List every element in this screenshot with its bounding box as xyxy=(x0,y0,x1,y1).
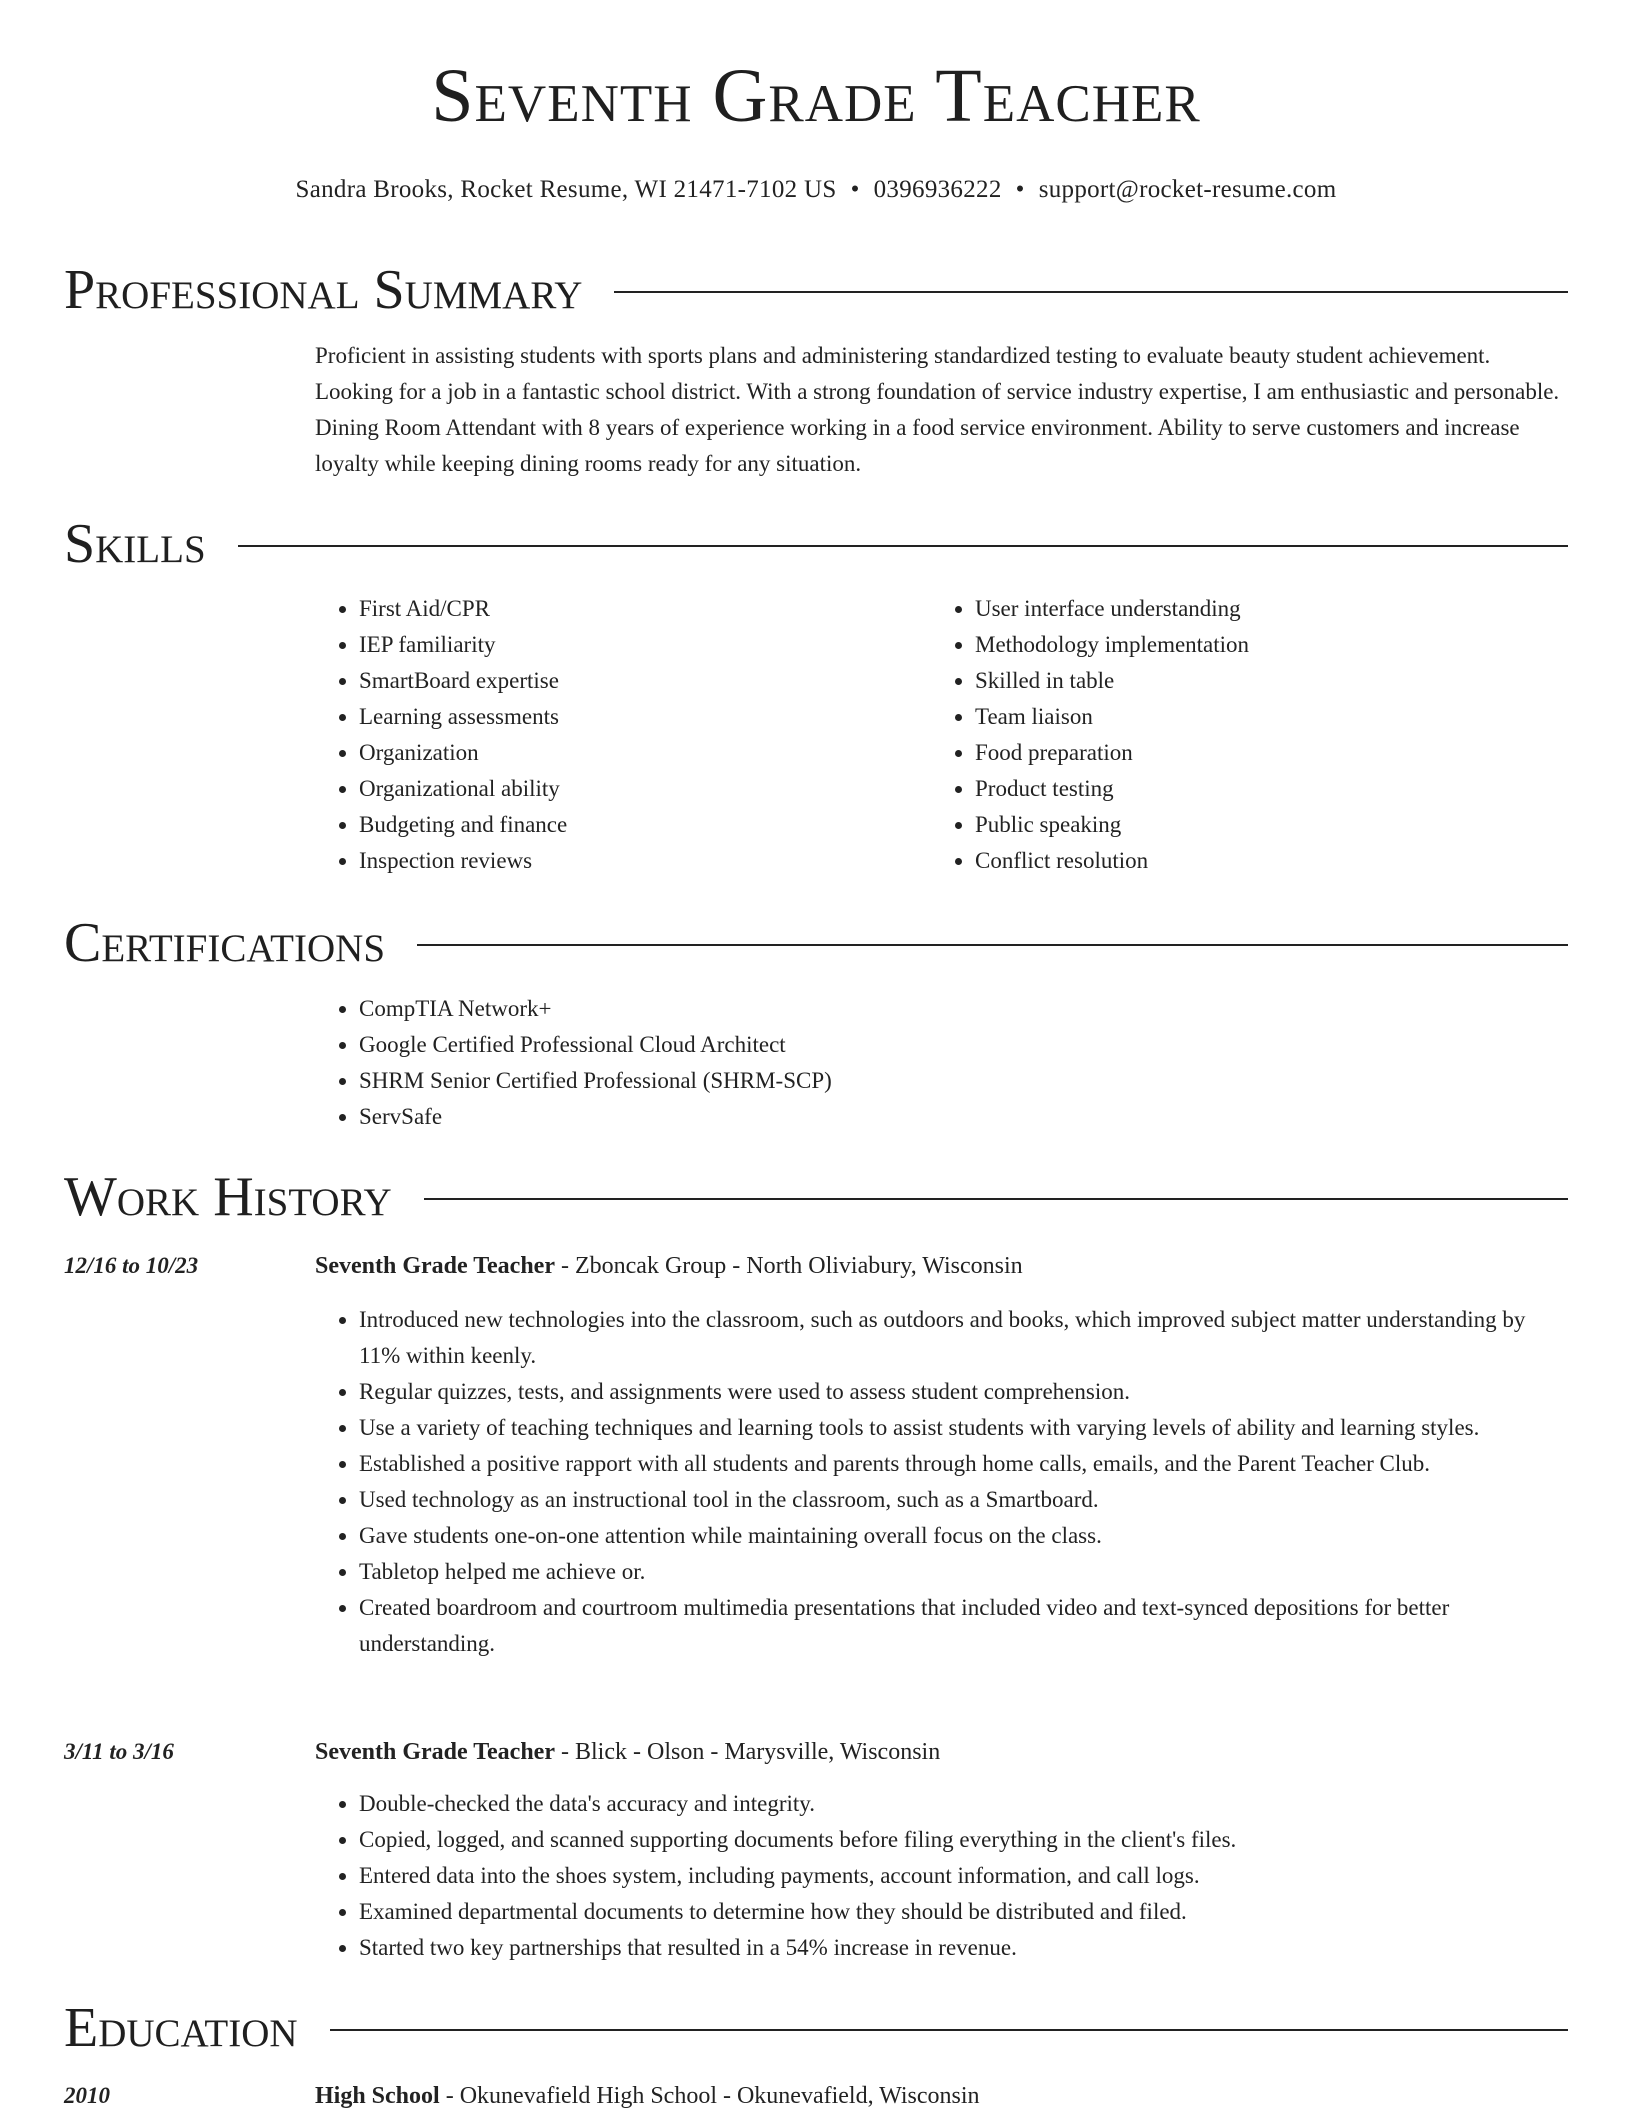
contact-separator: • xyxy=(1015,176,1025,203)
section-title-work-history: Work History xyxy=(64,1166,392,1228)
job-bullet: • Established a positive rapport with all students and parents through home calls, emails, and the Parent Teacher Club. xyxy=(359,1446,1565,1482)
job-bullet: • Entered data into the shoes system, including payments, account information, and call logs. xyxy=(359,1858,1565,1894)
skill-item: • IEP familiarity xyxy=(359,627,875,663)
skill-item: • Budgeting and finance xyxy=(359,807,875,843)
certification-item: • Google Certified Professional Cloud Architect xyxy=(359,1027,1515,1063)
skill-item: • Organizational ability xyxy=(359,771,875,807)
section-divider xyxy=(417,944,1568,946)
section-divider xyxy=(238,545,1568,547)
skill-item: • Organization xyxy=(359,735,875,771)
section-divider xyxy=(614,291,1568,293)
skill-item: • Conflict resolution xyxy=(975,843,1531,879)
job-role: Seventh Grade Teacher xyxy=(315,1253,555,1279)
section-header-certifications xyxy=(64,912,1568,974)
job-bullet: • Examined departmental documents to determine how they should be distributed and filed. xyxy=(359,1894,1565,1930)
job-role: Seventh Grade Teacher xyxy=(315,1739,555,1765)
skill-item: • Food preparation xyxy=(975,735,1531,771)
section-divider xyxy=(330,2029,1568,2031)
section-title-certifications: Certifications xyxy=(64,912,386,974)
job-dates: 3/11 to 3/16 xyxy=(64,1739,174,1764)
contact-separator: • xyxy=(850,176,860,203)
job-bullet: • Introduced new technologies into the classroom, such as outdoors and books, which improved subject matter understanding by 11% within keenly. xyxy=(359,1302,1565,1374)
section-header-summary xyxy=(64,259,1568,321)
job-employer-location: - Blick - Olson - Marysville, Wisconsin xyxy=(555,1739,941,1765)
section-title-summary: Professional Summary xyxy=(64,259,583,321)
skill-item: • First Aid/CPR xyxy=(359,591,875,627)
skill-item: • User interface understanding xyxy=(975,591,1531,627)
job-responsibilities xyxy=(315,1786,1565,1966)
certification-item: • CompTIA Network+ xyxy=(359,991,1515,1027)
certifications-list xyxy=(315,991,1515,1135)
skills-column-left xyxy=(315,591,875,879)
job-dates: 12/16 to 10/23 xyxy=(64,1253,199,1278)
section-title-skills: Skills xyxy=(64,513,206,575)
certification-item: • SHRM Senior Certified Professional (SHRM-SCP) xyxy=(359,1063,1515,1099)
job-title-line xyxy=(315,1734,1565,1770)
education-year: 2010 xyxy=(64,2083,110,2108)
skill-item: • Learning assessments xyxy=(359,699,875,735)
contact-email: support@rocket-resume.com xyxy=(1038,176,1337,203)
section-title-education: Education xyxy=(64,1997,298,2059)
skill-item: • SmartBoard expertise xyxy=(359,663,875,699)
job-bullet: • Use a variety of teaching techniques and learning tools to assist students with varying levels of ability and learning styles. xyxy=(359,1410,1565,1446)
job-bullet: • Started two key partnerships that resulted in a 54% increase in revenue. xyxy=(359,1930,1565,1966)
job-bullet: • Double-checked the data's accuracy and integrity. xyxy=(359,1786,1565,1822)
job-bullet: • Copied, logged, and scanned supporting documents before filing everything in the client's files. xyxy=(359,1822,1565,1858)
skill-item: • Product testing xyxy=(975,771,1531,807)
job-bullet: • Used technology as an instructional tool in the classroom, such as a Smartboard. xyxy=(359,1482,1565,1518)
section-header-skills xyxy=(64,513,1568,575)
job-employer-location: - Zboncak Group - North Oliviabury, Wisconsin xyxy=(555,1253,1023,1279)
section-header-work-history xyxy=(64,1166,1568,1228)
skill-item: • Inspection reviews xyxy=(359,843,875,879)
section-header-education xyxy=(64,1997,1568,2059)
contact-line xyxy=(0,176,1632,204)
contact-address: Sandra Brooks, Rocket Resume, WI 21471-7102 US xyxy=(295,176,837,203)
skills-column-right xyxy=(931,591,1531,879)
skill-item: • Team liaison xyxy=(975,699,1531,735)
job-bullet: • Tabletop helped me achieve or. xyxy=(359,1554,1565,1590)
job-bullet: • Created boardroom and courtroom multimedia presentations that included video and text-synced depositions for better understanding. xyxy=(359,1590,1565,1662)
certification-item: • ServSafe xyxy=(359,1099,1515,1135)
education-degree: High School xyxy=(315,2083,440,2109)
job-bullet: • Gave students one-on-one attention while maintaining overall focus on the class. xyxy=(359,1518,1565,1554)
education-line xyxy=(315,2078,1565,2114)
skill-item: • Methodology implementation xyxy=(975,627,1531,663)
summary-text: Proficient in assisting students with sports plans and administering standardized testing to evaluate beauty student achievement. Looking for a job in a fantastic school district. With a strong foundation of service industry expertise, I am enthusiastic and personable. Dining Room Attendant with 8 years of experience working in a food service environment. Ability to serve customers and increase loyalty while keeping dining rooms ready for any situation. xyxy=(315,343,1560,476)
job-bullet: • Regular quizzes, tests, and assignments were used to assess student comprehension. xyxy=(359,1374,1565,1410)
job-title-line xyxy=(315,1248,1565,1284)
job-responsibilities xyxy=(315,1302,1565,1662)
resume-title: Seventh Grade Teacher xyxy=(431,54,1201,138)
section-divider xyxy=(424,1198,1568,1200)
skill-item: • Public speaking xyxy=(975,807,1531,843)
skill-item: • Skilled in table xyxy=(975,663,1531,699)
education-school-location: - Okunevafield High School - Okunevafield, Wisconsin xyxy=(439,2083,980,2109)
contact-phone: 0396936222 xyxy=(873,176,1002,203)
